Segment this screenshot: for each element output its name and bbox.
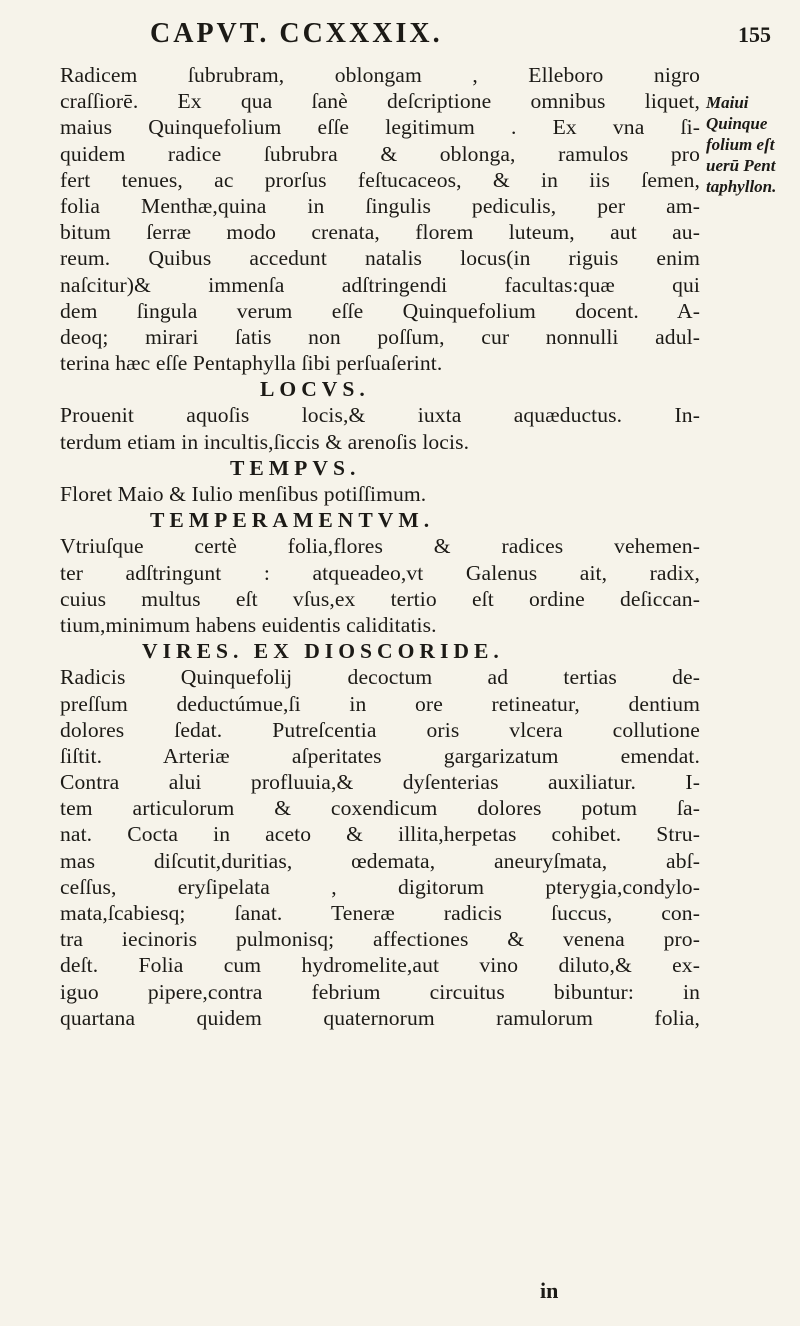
text-line: quidem radice ſubrubra & oblonga, ramulos pro: [60, 141, 700, 166]
text-line: naſcitur)& immenſa adſtringendi facultas:quæ qui: [60, 272, 700, 297]
section-heading: TEMPERAMENTVM.: [150, 508, 435, 533]
margin-note-line: Maiui: [706, 93, 749, 112]
text-line: deſt. Folia cum hydromelite,aut vino diluto,& ex-: [60, 953, 700, 978]
text-line: dolores ſedat. Putreſcentia oris vlcera collutione: [60, 717, 700, 742]
section-heading: TEMPVS.: [230, 455, 361, 480]
text-line: Contra alui profluuia,& dyſenterias auxiliatur. I-: [60, 770, 700, 795]
text-line: folia Menthæ,quina in ſingulis pediculis, per am-: [60, 193, 700, 218]
text-line: fert tenues, ac prorſus feſtucaceos, & in iis ſemen,: [60, 167, 700, 192]
text-line: Radicem ſubrubram, oblongam , Elleboro nigro: [60, 63, 700, 87]
text-line: bitum ſerræ modo crenata, florem luteum, aut au-: [60, 220, 700, 245]
text-line: ceſſus, eryſipelata , digitorum pterygia,condylo-: [60, 874, 700, 899]
text-line: craſſiorē. Ex qua ſanè deſcriptione omnibus liquet,: [60, 89, 700, 114]
text-line: terdum etiam in incultis,ſiccis & arenoſis locis.: [60, 429, 470, 454]
text-line: tra iecinoris pulmonisq; affectiones & venena pro-: [60, 927, 700, 952]
text-line: mas diſcutit,duritias, œdemata, aneuryſmata, abſ-: [60, 848, 700, 873]
text-line: quartana quidem quaternorum ramulorum folia,: [60, 1005, 700, 1030]
text-line: maius Quinquefolium eſſe legitimum . Ex vna ſi-: [60, 115, 700, 140]
text-line: tium,minimum habens euidentis caliditatis.: [60, 612, 437, 637]
text-line: cuius multus eſt vſus,ex tertio eſt ordine deſiccan-: [60, 586, 700, 611]
text-line: Prouenit aquoſis locis,& iuxta aquæductus. In-: [60, 403, 700, 428]
running-head: CAPVT. CCXXXIX.: [150, 18, 443, 49]
text-line: iguo pipere,contra febrium circuitus bibuntur: in: [60, 979, 700, 1004]
text-line: terina hæc eſſe Pentaphylla ſibi perſuaſerint.: [60, 351, 443, 376]
text-line: reum. Quibus accedunt natalis locus(in riguis enim: [60, 246, 700, 271]
text-line: deoq; mirari ſatis non poſſum, cur nonnulli adul-: [60, 324, 700, 349]
text-line: ter adſtringunt : atqueadeo,vt Galenus ait, radix,: [60, 560, 700, 585]
text-line: dem ſingula verum eſſe Quinquefolium docent. A-: [60, 298, 700, 323]
margin-note-line: uerū Pent: [706, 156, 776, 175]
text-line: Floret Maio & Iulio menſibus potiſſimum.: [60, 482, 427, 506]
section-heading: LOCVS.: [260, 377, 370, 402]
text-line: Radicis Quinquefolij decoctum ad tertias de-: [60, 665, 700, 690]
body-text: [60, 62, 700, 1031]
text-line: nat. Cocta in aceto & illita,herpetas cohibet. Stru-: [60, 822, 700, 847]
margin-note-line: Quinque: [706, 114, 768, 133]
section-heading: VIRES. EX DIOSCORIDE.: [142, 639, 504, 664]
catchword: in: [540, 1278, 559, 1303]
margin-note: [706, 92, 798, 197]
page-number: 155: [738, 22, 771, 47]
text-line: preſſum deductúmue,ſi in ore retineatur, dentium: [60, 691, 700, 716]
text-line: ſiſtit. Arteriæ aſperitates gargarizatum emendat.: [60, 743, 700, 768]
text-line: tem articulorum & coxendicum dolores potum ſa-: [60, 796, 700, 821]
margin-note-line: taphyllon.: [706, 177, 777, 196]
margin-note-line: folium eſt: [706, 135, 775, 154]
text-line: mata,ſcabiesq; ſanat. Teneræ radicis ſuccus, con-: [60, 901, 700, 925]
text-line: Vtriuſque certè folia,flores & radices vehemen-: [60, 534, 700, 559]
